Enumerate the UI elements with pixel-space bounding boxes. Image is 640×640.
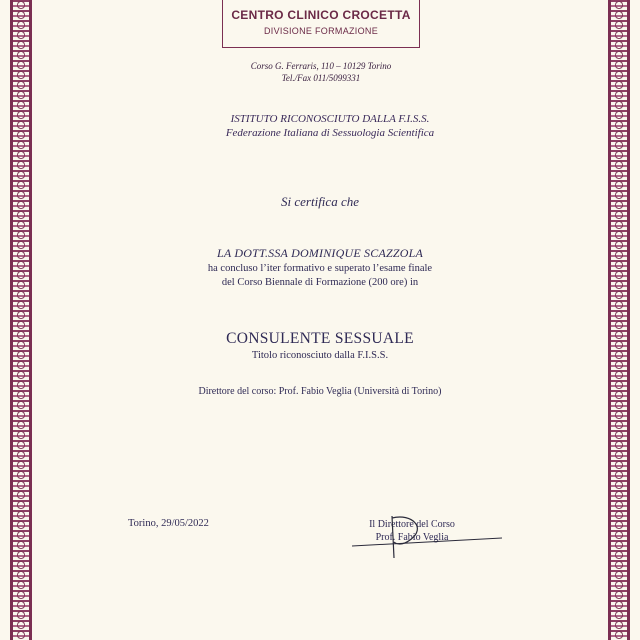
body-line: ha concluso l’iter formativo e superato l’esame finale bbox=[207, 263, 433, 274]
institute-line: ISTITUTO RICONOSCIUTO DALLA F.I.S.S. bbox=[230, 113, 430, 125]
body-line: del Corso Biennale di Formazione (200 ore) in bbox=[221, 277, 419, 288]
decorative-border-left bbox=[10, 0, 32, 640]
header-subtitle: DIVISIONE FORMAZIONE bbox=[263, 26, 378, 36]
header-title: CENTRO CLINICO CROCETTA bbox=[231, 8, 411, 22]
course-subtitle: Titolo riconosciuto dalla F.I.S.S. bbox=[251, 350, 389, 361]
person-name: LA DOTT.SSA DOMINIQUE SCAZZOLA bbox=[216, 246, 424, 260]
header-box bbox=[222, 0, 420, 48]
course-title: CONSULENTE SESSUALE bbox=[226, 330, 414, 347]
federation-line: Federazione Italiana di Sessuologia Scientifica bbox=[225, 127, 435, 139]
body-text bbox=[0, 262, 640, 290]
phone-line: Tel./Fax 011/5099331 bbox=[281, 73, 361, 83]
handwritten-signature bbox=[352, 508, 502, 578]
certify-text: Si certifica che bbox=[281, 194, 359, 209]
decorative-border-right bbox=[608, 0, 630, 640]
institute-block bbox=[170, 112, 490, 140]
address-block bbox=[222, 60, 420, 84]
signature-name: Prof. Fabio Veglia bbox=[375, 532, 449, 543]
address-line: Corso G. Ferraris, 110 – 10129 Torino bbox=[250, 61, 392, 71]
director-text: Direttore del corso: Prof. Fabio Veglia (Università di Torino) bbox=[198, 386, 442, 397]
place-date: Torino, 29/05/2022 bbox=[128, 518, 209, 529]
signature-title: Il Direttore del Corso bbox=[369, 519, 455, 530]
